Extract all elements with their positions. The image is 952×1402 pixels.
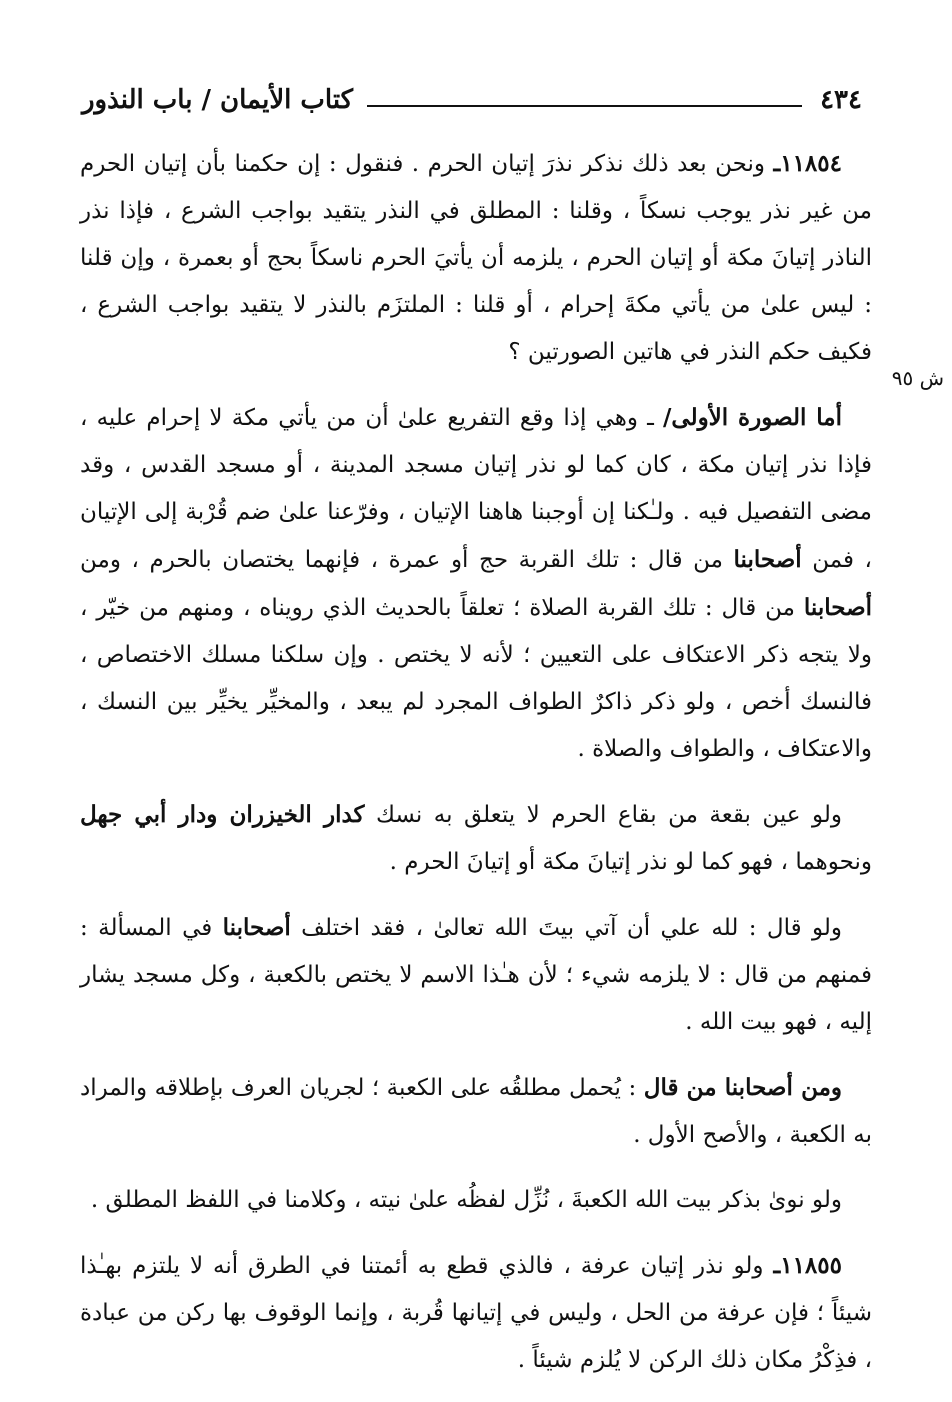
margin-note: ش ٩٥ (891, 366, 944, 390)
paragraph-intention (80, 1177, 872, 1224)
paragraph-text: من قال : تلك القربة الصلاة ؛ تعلقاً بالحديث الذي رويناه ، ومنهم من خيّر ، ولا يتجه ذكر الاعتكاف على التعيين ؛ لأنه لا يختص . وإن سلكنا مسلك الاختصاص ، فالنسك أخص ، ولو ذكر ذاكرٌ الطواف المجرد لم يبعد ، والمخيِّر يخيِّر بين النسك ، والاعتكاف ، والطواف والصلاة . (80, 595, 872, 762)
bold-term: أصحابنا (222, 914, 291, 941)
paragraph-text: : يُحمل مطلقُه على الكعبة ؛ لجريان العرف بإطلاقه والمراد به الكعبة ، والأصح الأول . (80, 1075, 872, 1148)
paragraph-text: ونحوهما ، فهو كما لو نذر إتيانَ مكة أو إتيانَ الحرم . (389, 849, 872, 875)
running-title: كتاب الأيمان / باب النذور (82, 85, 354, 115)
paragraph-text: ولو عين بقعة من بقاع الحرم لا يتعلق به نسك (364, 802, 842, 828)
page-body (80, 140, 872, 1402)
bold-term: أصحابنا (803, 594, 872, 621)
bold-term: ومن أصحابنا من قال (643, 1074, 843, 1101)
paragraph-text: ولو نذر إتيان عرفة ، فالذي قطع به أئمتنا في الطرق أنه لا يلتزم بهـٰذا شيئاً ؛ فإن عرفة من الحل ، وليس في إتيانها قُربة ، وإنما الوقوف بها ركن من عبادة ، فذِكْرُ مكان ذلك الركن لا يُلزم شيئاً . (80, 1253, 872, 1373)
paragraph-other-view (80, 1064, 872, 1159)
paragraph-first-case (80, 394, 872, 773)
bold-term: أصحابنا (733, 546, 802, 573)
bold-heading: أما الصورة الأولى/ (663, 404, 842, 431)
header-rule (367, 105, 802, 107)
paragraph-text: ونحن بعد ذلك نذكر نذرَ إتيان الحرم . فنقول : إن حكمنا بأن إتيان الحرم من غير نذر يوجب نسكاً ، وقلنا : المطلق في النذر يتقيد بواجب الشرع ، فإذا نذر الناذر إتيانَ مكة أو إتيان الحرم ، يلزمه أن يأتيَ الحرم ناسكاً بحج أو بعمرة ، وإن قلنا : ليس علىٰ من يأتي مكةَ إحرام ، أو قلنا : الملتزَم بالنذر لا يتقيد بواجب الشرع ، فكيف حكم النذر في هاتين الصورتين ؟ (80, 151, 872, 365)
paragraph-text: في المسألة : فمنهم من قال : لا يلزمه شيء ؛ لأن هـٰذا الاسم لا يختص بالكعبة ، وكل مسجد يشار إليه ، فهو بيت الله . (80, 915, 872, 1035)
paragraph-number: ١١٨٥٥ـ (773, 1252, 842, 1279)
paragraph-house-of-god (80, 904, 872, 1046)
bold-term: كدار الخيزران ودار أبي جهل (80, 801, 365, 828)
paragraph-text: ولو نوىٰ بذكر بيت الله الكعبةَ ، نُزِّل لفظُه علىٰ نيته ، وكلامنا في اللفظ المطلق . (90, 1187, 842, 1213)
page-number: ٤٣٤ (820, 85, 862, 115)
paragraph-11854 (80, 140, 872, 376)
paragraph-text: ولو قال : لله علي أن آتي بيتَ الله تعالىٰ ، فقد اختلف (290, 915, 842, 941)
paragraph-specific-spot (80, 791, 872, 886)
paragraph-number: ١١٨٥٤ـ (773, 150, 842, 177)
page-header (82, 78, 862, 122)
paragraph-text: من قال : تلك القربة حج أو عمرة ، فإنهما يختصان بالحرم ، ومن (80, 547, 734, 573)
paragraph-text: ـ وهي إذا وقع التفريع علىٰ أن من يأتي مكة لا إحرام عليه ، فإذا نذر إتيان مكة ، كان كما لو نذر إتيان مسجد المدينة ، أو مسجد القدس ، وقد مضى التفصيل فيه . ولـٰكنا إن أوجبنا هاهنا الإتيان ، وفرّعنا علىٰ ضم قُرْبة إلى الإتيان ، فمن (80, 405, 872, 573)
paragraph-11855 (80, 1242, 872, 1384)
